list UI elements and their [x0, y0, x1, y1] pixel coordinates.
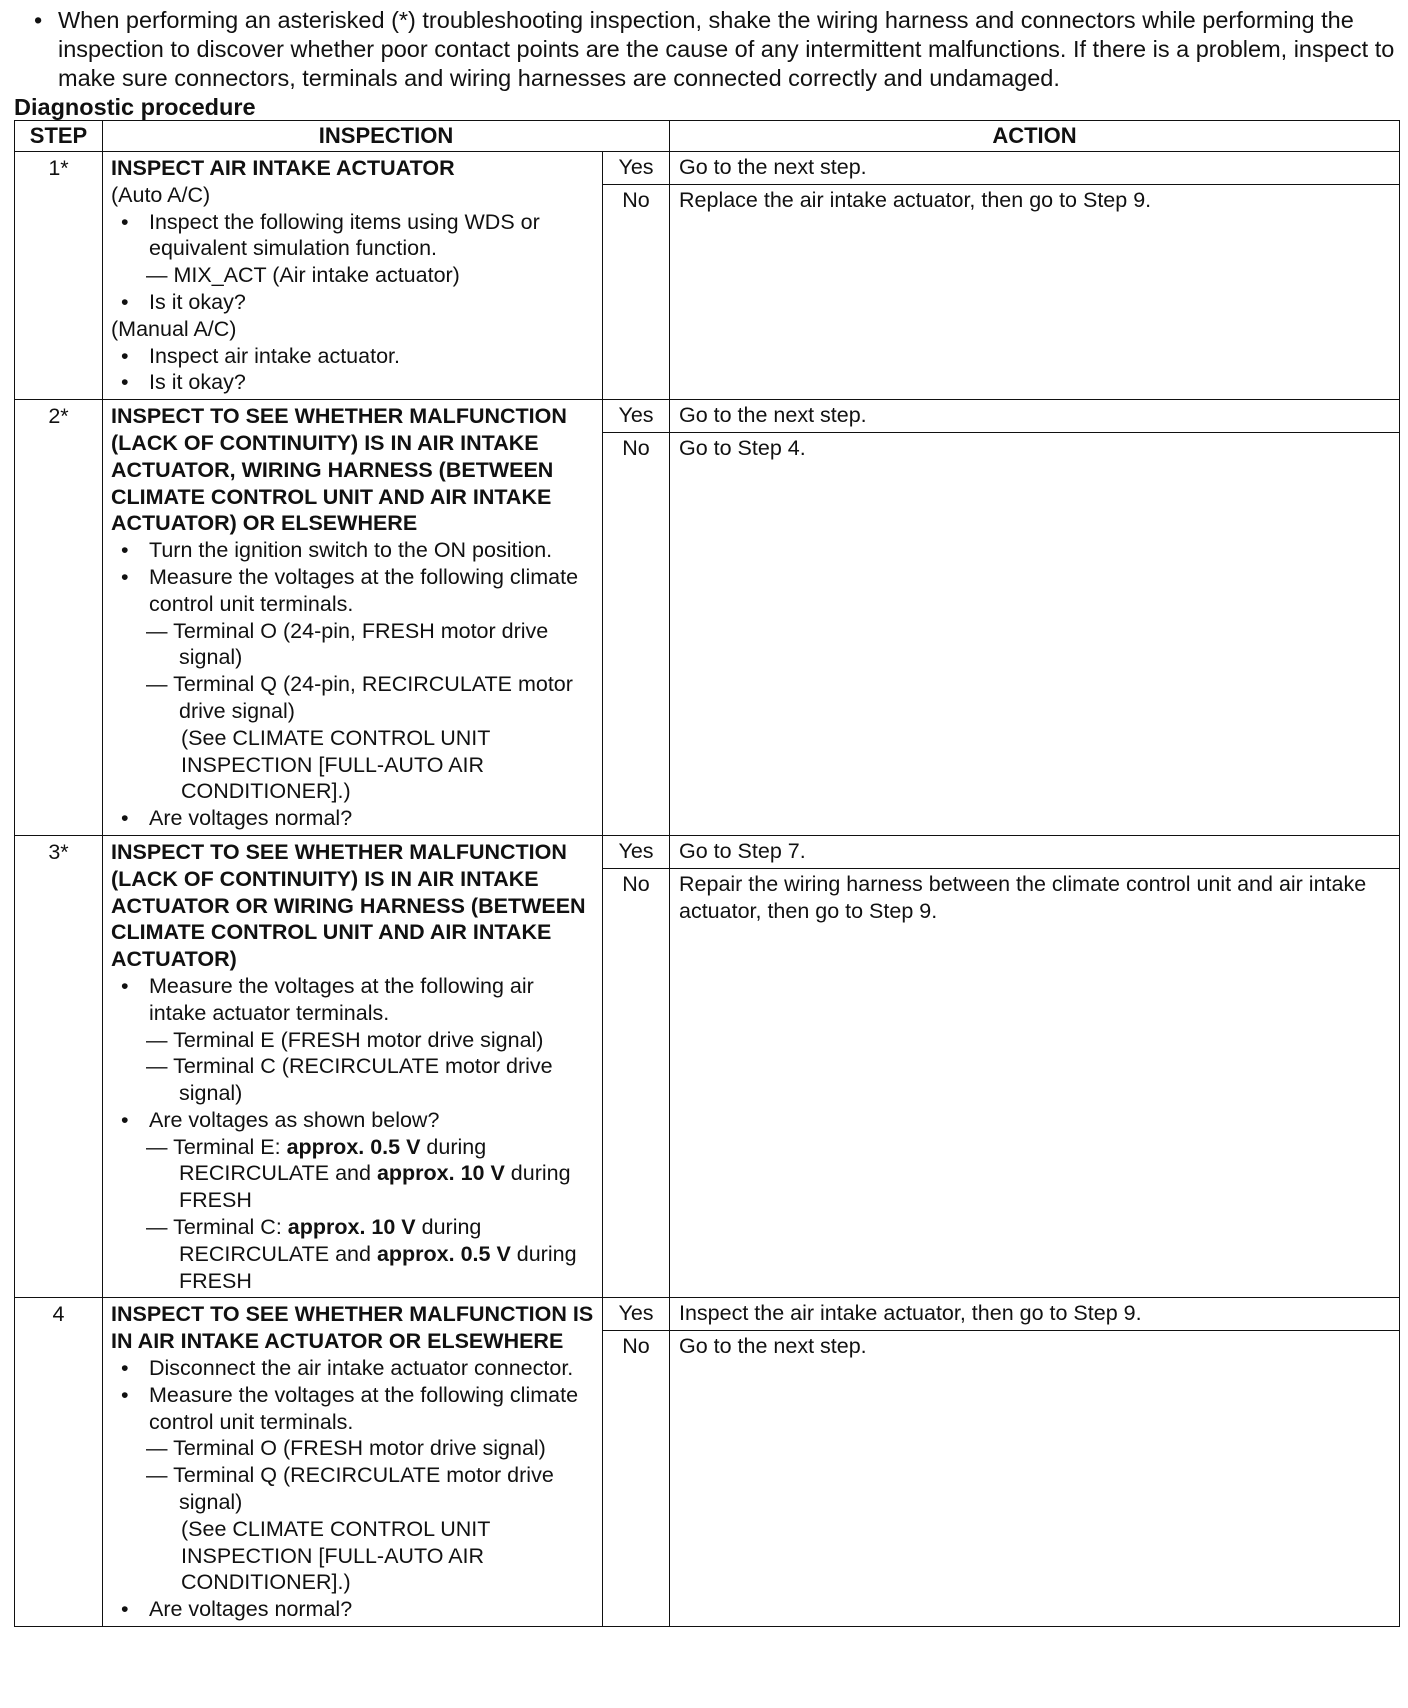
inspection-bullet: • Are voltages normal?	[121, 806, 353, 831]
bullet-icon: •	[121, 289, 129, 314]
yes-action: Go to the next step.	[670, 400, 1400, 433]
table-header-row	[15, 121, 1400, 152]
inspection-bullet: • Disconnect the air intake actuator connector.	[121, 1356, 574, 1381]
inspection-dash-item: — Terminal O (24-pin, FRESH motor drive signal)	[146, 618, 549, 670]
step-number: 1*	[15, 152, 103, 400]
bullet-icon: •	[121, 1356, 129, 1381]
bullet-icon: •	[121, 343, 129, 368]
inspection-cell	[103, 835, 603, 1298]
inspection-title: INSPECT TO SEE WHETHER MALFUNCTION (LACK OF CONTINUITY) IS IN AIR INTAKE ACTUATOR OR WIRING HARNESS (BETWEEN CLIMATE CONTROL UNIT AND AIR INTAKE ACTUATOR)	[111, 839, 586, 972]
step-number: 2*	[15, 400, 103, 836]
inspection-title: INSPECT AIR INTAKE ACTUATOR	[111, 156, 455, 180]
voltage-value: approx. 0.5 V	[376, 1241, 511, 1266]
inspection-bullet: • Measure the voltages at the following air intake actuator terminals.	[121, 973, 534, 1025]
inspection-line: (Manual A/C)	[111, 316, 237, 341]
header-action: ACTION	[670, 121, 1400, 152]
no-action: Go to Step 4.	[670, 433, 1400, 836]
yes-label: Yes	[603, 152, 670, 185]
inspection-dash-item: — Terminal E (FRESH motor drive signal)	[146, 1027, 544, 1052]
voltage-value: approx. 10 V	[376, 1161, 505, 1186]
voltage-value: approx. 10 V	[287, 1215, 416, 1240]
inspection-dash-item: — Terminal E: approx. 0.5 V during RECIRCULATE and approx. 10 V during FRESH	[146, 1134, 571, 1213]
bullet-icon: •	[121, 564, 129, 589]
step-number: 3*	[15, 835, 103, 1298]
inspection-bullet: • Is it okay?	[121, 289, 246, 314]
no-label: No	[603, 433, 670, 836]
inspection-title: INSPECT TO SEE WHETHER MALFUNCTION IS IN AIR INTAKE ACTUATOR OR ELSEWHERE	[111, 1302, 594, 1354]
inspection-cell	[103, 400, 603, 836]
step-number: 4	[15, 1298, 103, 1627]
intro-note-text: When performing an asterisked (*) troubleshooting inspection, shake the wiring harness and connectors while performing the inspection to discover whether poor contact points are the cause of any intermittent malfunctions. If there is a problem, inspect to make sure connectors, terminals and wiring harnesses are connected correctly and undamaged.	[58, 7, 1395, 91]
section-heading: Diagnostic procedure	[14, 94, 256, 120]
inspection-reference: (See CLIMATE CONTROL UNIT INSPECTION [FULL-AUTO AIR CONDITIONER].)	[181, 725, 491, 804]
bullet-icon: •	[34, 7, 43, 33]
inspection-dash-item: — Terminal C: approx. 10 V during RECIRCULATE and approx. 0.5 V during FRESH	[146, 1215, 577, 1293]
inspection-bullet: • Inspect the following items using WDS or equivalent simulation function.	[121, 209, 540, 261]
header-step: STEP	[15, 121, 103, 152]
inspection-dash-item: — Terminal Q (RECIRCULATE motor drive signal)	[146, 1463, 554, 1515]
inspection-bullet: • Inspect air intake actuator.	[121, 343, 400, 368]
inspection-cell	[103, 152, 603, 400]
bullet-icon: •	[121, 1382, 129, 1407]
yes-label: Yes	[603, 400, 670, 433]
no-action: Replace the air intake actuator, then go to Step 9.	[670, 185, 1400, 400]
document-page	[14, 6, 1399, 1627]
inspection-dash-item: — Terminal C (RECIRCULATE motor drive signal)	[146, 1054, 553, 1106]
inspection-reference: (See CLIMATE CONTROL UNIT INSPECTION [FULL-AUTO AIR CONDITIONER].)	[181, 1516, 491, 1595]
inspection-bullet: • Are voltages as shown below?	[121, 1107, 440, 1132]
no-label: No	[603, 185, 670, 400]
inspection-bullet: • Measure the voltages at the following climate control unit terminals.	[121, 564, 579, 616]
bullet-icon: •	[121, 370, 129, 395]
table-row	[15, 400, 1400, 433]
no-label: No	[603, 1331, 670, 1627]
diagnostic-procedure-table	[14, 120, 1400, 1627]
bullet-icon: •	[121, 1597, 129, 1622]
table-row	[15, 835, 1400, 868]
no-action: Repair the wiring harness between the climate control unit and air intake actuator, then go to Step 9.	[670, 868, 1400, 1298]
intro-note	[14, 6, 1399, 93]
inspection-bullet: • Measure the voltages at the following climate control unit terminals.	[121, 1382, 579, 1434]
bullet-icon: •	[121, 209, 129, 234]
inspection-cell	[103, 1298, 603, 1627]
inspection-line: (Auto A/C)	[111, 182, 211, 207]
table-row	[15, 152, 1400, 185]
inspection-bullet: • Are voltages normal?	[121, 1597, 353, 1622]
inspection-bullet: • Turn the ignition switch to the ON position.	[121, 538, 553, 563]
header-inspection: INSPECTION	[103, 121, 670, 152]
bullet-icon: •	[121, 538, 129, 563]
bullet-icon: •	[121, 973, 129, 998]
bullet-icon: •	[121, 806, 129, 831]
yes-action: Go to the next step.	[670, 152, 1400, 185]
yes-label: Yes	[603, 835, 670, 868]
table-row	[15, 1298, 1400, 1331]
inspection-dash-item: — Terminal Q (24-pin, RECIRCULATE motor drive signal)	[146, 672, 573, 723]
voltage-value: approx. 0.5 V	[286, 1134, 421, 1159]
yes-label: Yes	[603, 1298, 670, 1331]
no-action: Go to the next step.	[670, 1331, 1400, 1627]
inspection-dash-item: — Terminal O (FRESH motor drive signal)	[146, 1436, 546, 1461]
inspection-dash-item: — MIX_ACT (Air intake actuator)	[146, 263, 460, 288]
no-label: No	[603, 868, 670, 1298]
yes-action: Go to Step 7.	[670, 835, 1400, 868]
bullet-icon: •	[121, 1107, 129, 1132]
inspection-title: INSPECT TO SEE WHETHER MALFUNCTION (LACK OF CONTINUITY) IS IN AIR INTAKE ACTUATOR, WIRING HARNESS (BETWEEN CLIMATE CONTROL UNIT AND AIR INTAKE ACTUATOR) OR ELSEWHERE	[111, 404, 567, 536]
yes-action: Inspect the air intake actuator, then go to Step 9.	[670, 1298, 1400, 1331]
inspection-bullet: • Is it okay?	[121, 370, 246, 395]
